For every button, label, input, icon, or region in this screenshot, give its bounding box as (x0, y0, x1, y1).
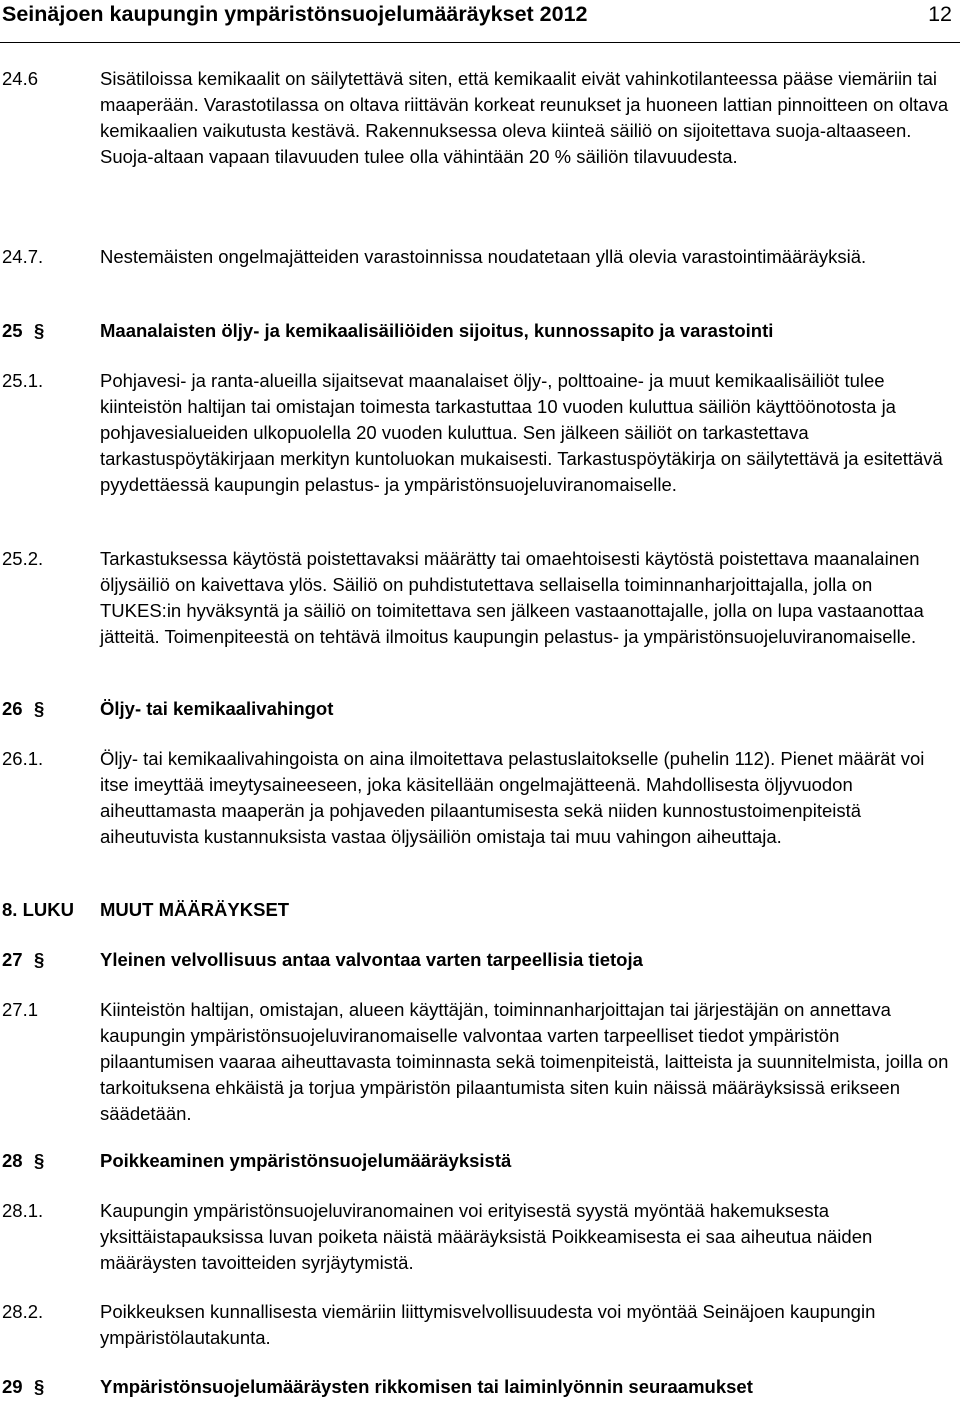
section-number: 27 (2, 949, 23, 970)
paragraph-text: Nestemäisten ongelmajätteiden varastoinnissa noudatetaan yllä olevia varastointimääräyksiä. (100, 246, 867, 267)
paragraph-text: Öljy- tai kemikaalivahingoista on aina ilmoitettava pelastuslaitokselle (puhelin 112). Pienet määrät voi itse imeyttää imeytysaineeseen, joka käsitellään ongelmajätteenä. Mahdollisesta öljyvuodon aiheuttamasta maaperän ja pohjaveden pilaantumisesta sekä niiden kunnostustoimenpiteistä aiheutuvista kustannuksista vastaa öljysäiliön omistaja tai muu vahingon aiheuttaja. (100, 748, 925, 847)
section-symbol: § (34, 320, 45, 341)
paragraph-number: 24.6 (2, 68, 39, 89)
paragraph-text: Kiinteistön haltijan, omistajan, alueen käyttäjän, toiminnanharjoittajan tai järjestäjän on annettava kaupungin ympäristönsuojeluviranomaiselle valvontaa varten tarpeelliset tiedot ympäristön pilaantumisen vaaraa aiheuttavasta toiminnasta sekä toimenpiteistä, laitteista ja suunnitelmista, joilla on tarkoituksena ehkäistä ja torjua ympäristön pilaantumista siten kuin näissä määräyksissä erikseen säädetään. (100, 999, 949, 1124)
paragraph-number: 25.1. (2, 370, 44, 391)
section-number: 25 (2, 320, 23, 341)
paragraph-number: 28.1. (2, 1200, 44, 1221)
section-number: 29 (2, 1376, 23, 1397)
paragraph-text: Poikkeuksen kunnallisesta viemäriin liittymisvelvollisuudesta voi myöntää Seinäjoen kaupungin ympäristölautakunta. (100, 1301, 876, 1348)
chapter-title: MUUT MÄÄRÄYKSET (100, 899, 290, 920)
section-symbol: § (34, 949, 45, 970)
paragraph-number: 27.1 (2, 999, 39, 1020)
section-title: Poikkeaminen ympäristönsuojelumääräyksistä (100, 1150, 512, 1171)
paragraph-number: 26.1. (2, 748, 44, 769)
paragraph-text: Tarkastuksessa käytöstä poistettavaksi määrätty tai omaehtoisesti käytöstä poistettava maanalainen öljysäiliö on kaivettava ylös. Säiliö on puhdistutettava sellaisella toiminnanharjoittajalla, jolla on TUKES:in hyväksyntä ja säiliö on toimitettava sen jälkeen vastaanottajalle, jolla on lupa vastaanottaa jätteitä. Toimenpiteestä on tehtävä ilmoitus kaupungin pelastus- ja ympäristönsuojeluviranomaiselle. (100, 548, 924, 647)
paragraph-text: Pohjavesi- ja ranta-alueilla sijaitsevat maanalaiset öljy-, polttoaine- ja muut kemikaalisäiliöt tulee kiinteistön haltijan tai omistajan toimesta tarkastuttaa 10 vuoden kuluttua säiliön käyttöönotosta ja pohjavesialueiden ulkopuolella 20 vuoden kuluttua. Sen jälkeen säiliöt on tarkastettava tarkastuspöytäkirjaan merkityn kuntoluokan mukaisesti. Tarkastuspöytäkirja on säilytettävä ja esitettävä pyydettäessä kaupungin pelastus- ja ympäristönsuojeluviranomaiselle. (100, 370, 943, 495)
paragraph-number: 28.2. (2, 1301, 44, 1322)
section-symbol: § (34, 698, 45, 719)
paragraph-number: 25.2. (2, 548, 44, 569)
section-title: Maanalaisten öljy- ja kemikaalisäiliöiden sijoitus, kunnossapito ja varastointi (100, 320, 774, 341)
document-title: Seinäjoen kaupungin ympäristönsuojelumääräykset 2012 (2, 2, 588, 26)
section-number: 28 (2, 1150, 23, 1171)
section-title: Yleinen velvollisuus antaa valvontaa varten tarpeellisia tietoja (100, 949, 643, 970)
section-symbol: § (34, 1150, 45, 1171)
section-symbol: § (34, 1376, 45, 1397)
chapter-number: 8. LUKU (2, 899, 74, 920)
paragraph-text: Kaupungin ympäristönsuojeluviranomainen voi erityisestä syystä myöntää hakemuksesta yksittäistapauksissa luvan poiketa näistä määräyksistä Poikkeamisesta ei saa aiheutua näiden määräysten tavoitteiden syrjäytymistä. (100, 1200, 873, 1273)
section-title: Ympäristönsuojelumääräysten rikkomisen tai laiminlyönnin seuraamukset (100, 1376, 753, 1397)
page-number: 12 (928, 2, 952, 26)
page-header (0, 0, 960, 43)
paragraph-number: 24.7. (2, 246, 44, 267)
section-number: 26 (2, 698, 23, 719)
paragraph-text: Sisätiloissa kemikaalit on säilytettävä siten, että kemikaalit eivät vahinkotilanteessa pääse viemäriin tai maaperään. Varastotilassa on oltava riittävän korkeat reunukset ja huoneen lattian pinnoitteen on oltava kemikaalien vaikutusta kestävä. Rakennuksessa oleva kiinteä säiliö on sijoitettava suoja-altaaseen. Suoja-altaan vapaan tilavuuden tulee olla vähintään 20 % säiliön tilavuudesta. (100, 68, 949, 167)
section-title: Öljy- tai kemikaalivahingot (100, 698, 334, 719)
